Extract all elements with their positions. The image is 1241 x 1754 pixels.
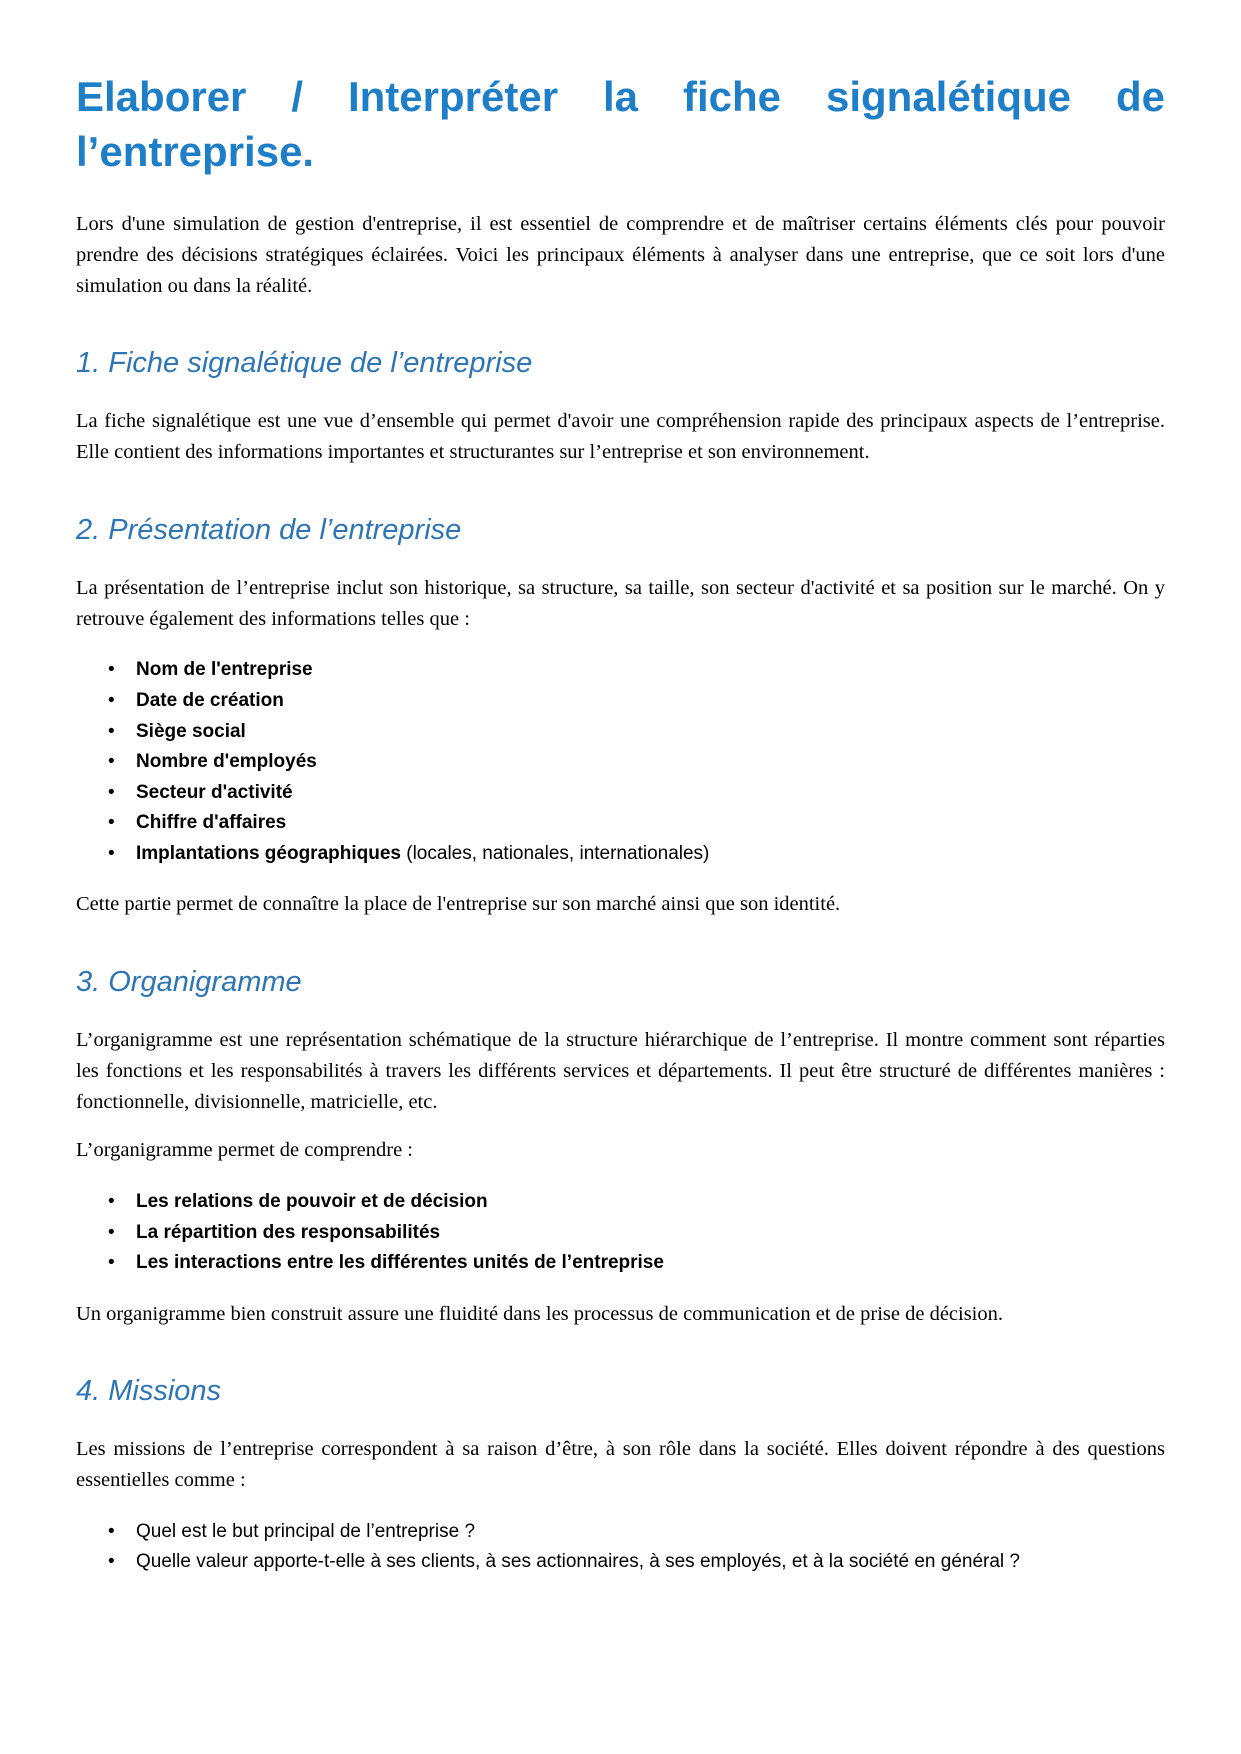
section-2-paragraph: La présentation de l’entreprise inclut son historique, sa structure, sa taille, son secteur d'activité et sa position sur le marché. On y retrouve également des informations telles que : [76,576,1165,630]
organigramme-bullet-list [76,1188,1165,1277]
section-3-paragraph-2: L’organigramme permet de comprendre : [76,1139,413,1162]
section-2-heading: 2. Présentation de l’entreprise [76,513,462,546]
page-title: Elaborer / Interpréter la fiche signalétique de l’entreprise. [76,73,1165,175]
bullet-text-bold: Siège social [136,720,246,742]
section-organigramme [76,966,1165,1329]
bullet-text-bold: Secteur d'activité [136,781,293,803]
list-item [76,840,1165,868]
list-item [76,1249,1165,1277]
list-item [76,1188,1165,1216]
bullet-text-bold: Les interactions entre les différentes unités de l’entreprise [136,1252,664,1274]
list-item [76,718,1165,746]
presentation-bullet-list [76,656,1165,867]
list-item [76,809,1165,837]
bullet-text-bold: Implantations géographiques [136,842,401,864]
section-3-paragraph: L’organigramme est une représentation schématique de la structure hiérarchique de l’entreprise. Il montre comment sont réparties les fonctions et les responsabilités à travers les différents services et départements. Il peut être structuré de différentes manières : fonctionnelle, divisionnelle, matricielle, etc. [76,1029,1165,1113]
intro-paragraph: Lors d'une simulation de gestion d'entreprise, il est essentiel de comprendre et de maîtriser certains éléments clés pour pouvoir prendre des décisions stratégiques éclairées. Voici les principaux éléments à analyser dans une entreprise, que ce soit lors d'une simulation ou dans la réalité. [76,213,1165,297]
list-item: • Quel est le but principal de l’entreprise ? [76,1518,1165,1546]
bullet-text-bold: Chiffre d'affaires [136,812,287,834]
bullet-text-rest: (locales, nationales, internationales) [400,842,710,864]
missions-bullet-list [76,1518,1165,1576]
section-4-paragraph: Les missions de l’entreprise correspondent à sa raison d’être, à son rôle dans la société. Elles doivent répondre à des questions essentielles comme : [76,1438,1165,1492]
list-item [76,779,1165,807]
list-item [76,687,1165,715]
section-3-heading: 3. Organigramme [76,966,302,999]
bullet-text-bold: La répartition des responsabilités [136,1221,441,1243]
list-item [76,748,1165,776]
section-2-closing-paragraph: Cette partie permet de connaître la place de l'entreprise sur son marché ainsi que son identité. [76,893,841,916]
list-item: • Quelle valeur apporte-t-elle à ses clients, à ses actionnaires, à ses employés, et à la société en général ? [76,1548,1165,1576]
section-4-heading: 4. Missions [76,1375,222,1408]
section-presentation [76,514,1165,920]
bullet-text-bold: Nom de l'entreprise [136,659,313,681]
bullet-text-bold: Date de création [136,689,284,711]
section-fiche-signaletique [76,347,1165,468]
list-item [76,1219,1165,1247]
section-missions [76,1375,1165,1576]
bullet-text-bold: Les relations de pouvoir et de décision [136,1191,488,1213]
section-1-paragraph: La fiche signalétique est une vue d’ensemble qui permet d'avoir une compréhension rapide des principaux aspects de l’entreprise. Elle contient des informations importantes et structurantes sur l’entreprise et son environnement. [76,410,1165,464]
section-1-heading: 1. Fiche signalétique de l’entreprise [76,347,533,380]
bullet-text-bold: Nombre d'employés [136,751,317,773]
list-item [76,656,1165,684]
section-3-closing-paragraph: Un organigramme bien construit assure une fluidité dans les processus de communication et de prise de décision. [76,1302,1004,1325]
